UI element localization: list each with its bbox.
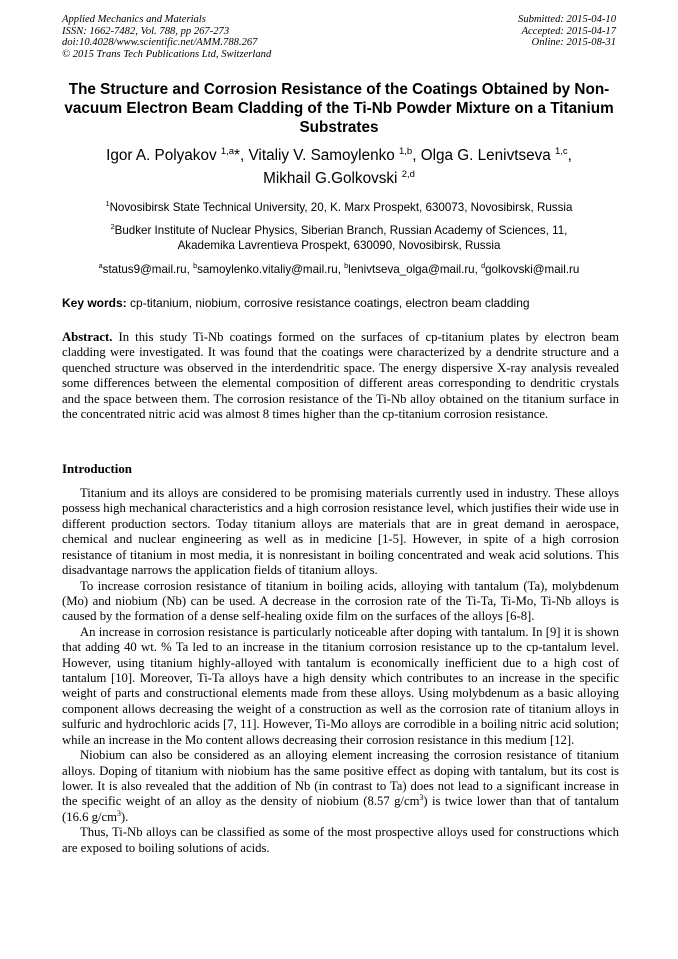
journal-info — [62, 14, 271, 60]
author-name: Igor A. Polyakov — [106, 147, 217, 164]
abstract-label: Abstract. — [62, 330, 113, 344]
introduction-body — [62, 486, 619, 856]
author-name: Olga G. Lenivtseva — [420, 147, 551, 164]
abstract — [62, 330, 619, 423]
affiliation-1: $^1$Novosibirsk State Technical University, 20, K. Marx Prospekt, 630073, Novosibirsk, Russia — [105, 199, 573, 214]
paragraph: An increase in corrosion resistance is particularly noticeable after doping with tantalum. In [9] it is shown that adding 40 wt. % Ta led to an increase in the titanium corrosion resistance up to the cp-tantalum level. However, using titanium highly-alloyed with tantalum is economically inefficient due to a high cost of tantalum [10]. Moreover, Ti-Ta alloys have a high density which contributes to an increase in the specific weight of parts and constructional elements made from these alloys. Using molybdenum as a basic alloying component allows decreasing the weight of a construction as well as the corrosion rate of titanium alloys in sulfuric and hydrochloric acids [7, 11]. However, Ti-Mo alloys are corrodible in a boiling nitric acid solution; while an increase in the Mo content allows decreasing their corrosion resistance in this medium [12]. — [62, 624, 619, 747]
submitted-date: Submitted: 2015-04-10 — [518, 14, 616, 25]
paper-title: The Structure and Corrosion Resistance of the Coatings Obtained by Non-vacuum Electron Beam Cladding of the Ti-Nb Powder Mixture on a Titanium Substrates — [64, 81, 614, 136]
abstract-text: In this study Ti-Nb coatings formed on the surfaces of cp-titanium plates by electron beam cladding were investigated. It was found that the coatings were characterized by a dendrite structure and a quenched structure was observed in the interdendritic space. The energy dispersive X-ray analysis revealed some differences between the elemental composition of different areas corresponding to dendritic crystals and the space between them. The corrosion resistance of the Ti-Nb alloy obtained on the titanium surface in the concentrated nitric acid was almost 8 times higher than the cp-titanium corrosion resistance. — [62, 330, 619, 422]
author-affiliation: 1,b — [399, 145, 413, 157]
author-affiliation: 2,d — [401, 168, 415, 180]
journal-issn: ISSN: 1662-7482, Vol. 788, pp 267-273 — [62, 25, 230, 37]
keywords — [62, 296, 622, 311]
email-link[interactable]: lenivtseva_olga@mail.ru, — [348, 263, 478, 276]
author-name: Vitaliy V. Samoylenko — [248, 147, 395, 164]
author-emails: $^a$status9@mail.ru, $^b$samoylenko.vitaliy@mail.ru, $^b$lenivtseva_olga@mail.ru, $^d$golkovski@mail.ru — [98, 261, 580, 276]
author-affiliation: 1,c — [555, 145, 568, 157]
paragraph: Titanium and its alloys are considered to be promising materials currently used in industry. These alloys possess high mechanical characteristics and a high corrosion resistance level, which justifies their wide use in different production sectors. Today titanium alloys are materials that are in great demand in aerospace, chemical and nuclear engineering as well as in medicine [1-5]. However, in spite of a high corrosion resistance of titanium in most media, it is nonresistant in boiling concentrated and weak acid solutions. This disadvantage narrows the application fields of titanium alloys. — [62, 486, 619, 578]
section-heading-introduction: Introduction — [62, 462, 132, 476]
journal-name: Applied Mechanics and Materials — [62, 14, 206, 25]
affiliation-2: $^2$Budker Institute of Nuclear Physics, Siberian Branch, Russian Academy of Sciences, 11, Akademika Lavrentieva Prospekt, 630090, Novosibirsk, Russia — [110, 222, 568, 252]
paragraph: Thus, Ti-Nb alloys can be classified as some of the most prospective alloys used for constructions which are exposed to boiling solutions of acids. — [62, 825, 619, 855]
paragraph: To increase corrosion resistance of titanium in boiling acids, alloying with tantalum (Ta), molybdenum (Mo) and niobium (Nb) can be used. A decrease in the corrosion rate of the Ti-Ta, Ti-Mo, Ti-Nb alloys is caused by the formation of a dense self-healing oxide film on the surfaces of the alloys [6-8]. — [62, 578, 619, 624]
online-date: Online: 2015-08-31 — [531, 37, 616, 49]
author-name: Mikhail G.Golkovski — [263, 170, 398, 187]
author-list: Igor A. Polyakov $^{1,a}$*, Vitaliy V. Samoylenko $^{1,b}$, Olga G. Lenivtseva $^{1,c}$, Mikhail G.Golkovski $^{2,d}$ — [106, 145, 572, 187]
accepted-date: Accepted: 2015-04-17 — [521, 25, 616, 37]
journal-doi[interactable]: doi:10.4028/www.scientific.net/AMM.788.267 — [62, 37, 258, 49]
corresponding-mark: * — [234, 147, 240, 164]
paragraph: Niobium can also be considered as an alloying element increasing the corrosion resistance of titanium alloys. Doping of titanium with niobium has the same positive effect as doping with tantalum, but its cost is lower. It is also revealed that the addition of Nb (in contrast to Ta) does not lead to a significant increase in the specific weight of an alloy as the density of niobium (8.57 $g/cm^3$) is twice lower than that of tantalum (16.6 $g/cm^3$). — [62, 748, 619, 824]
journal-copyright: © 2015 Trans Tech Publications Ltd, Switzerland — [62, 48, 272, 60]
email-link[interactable]: samoylenko.vitaliy@mail.ru, — [197, 263, 341, 276]
keywords-text: cp-titanium, niobium, corrosive resistance coatings, electron beam cladding — [130, 296, 530, 310]
email-link[interactable]: golkovski@mail.ru — [485, 263, 580, 276]
publication-dates — [518, 14, 616, 49]
author-affiliation: 1,a — [220, 145, 235, 157]
email-link[interactable]: status9@mail.ru, — [102, 263, 190, 276]
keywords-label: Key words: — [62, 296, 127, 310]
